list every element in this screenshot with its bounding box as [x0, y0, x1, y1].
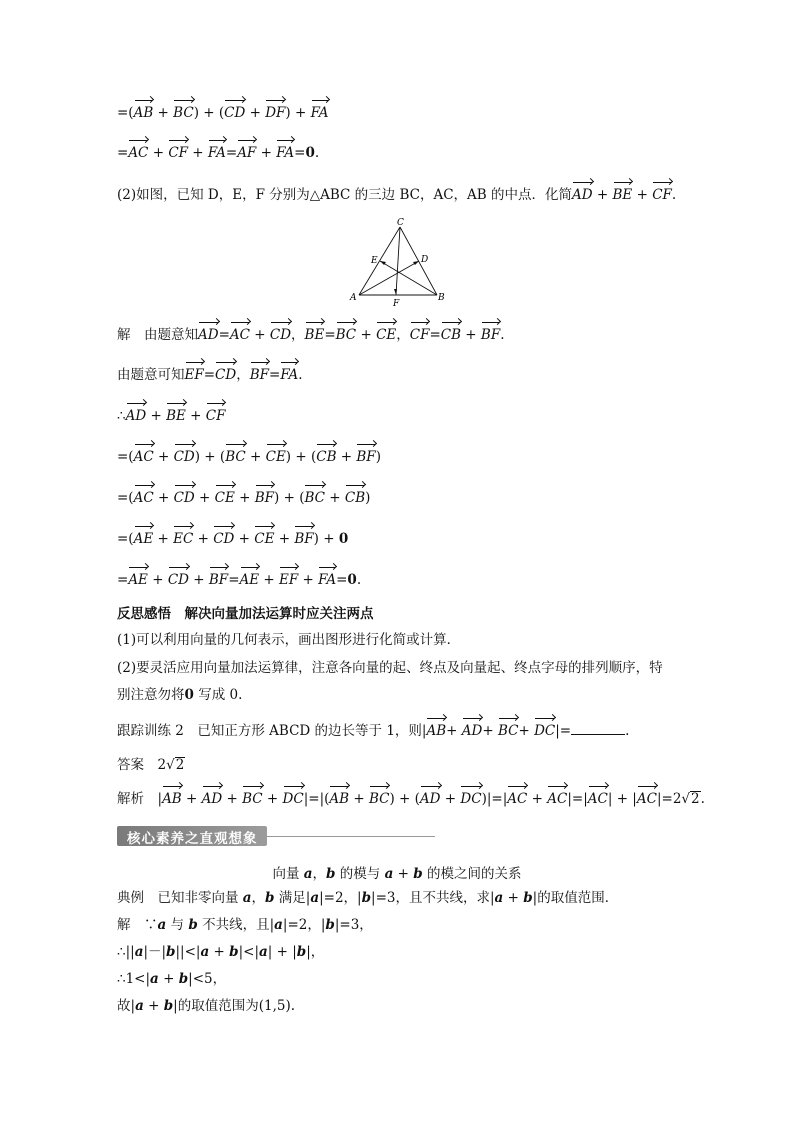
- answer-blank[interactable]: [571, 722, 625, 735]
- example-solution-3: ∴1<|a + b|<5，: [117, 971, 227, 987]
- label-b: B: [438, 293, 445, 303]
- label-c: C: [397, 218, 404, 228]
- label-f: F: [393, 299, 400, 309]
- banner-rule: [267, 836, 435, 837]
- section-banner: [117, 826, 435, 846]
- example-solution-4: 故|a + b|的取值范围为(1,5).: [117, 998, 296, 1014]
- label-e: E: [371, 256, 378, 266]
- solution-line-2: 由题意可知EF=CD，BF=FA.: [117, 367, 303, 383]
- equation-line-1: =(AB + BC) + (CD + DF) + FA: [117, 105, 329, 121]
- section-subtitle: 向量 a，b 的模与 a + b 的模之间的关系: [272, 866, 522, 882]
- banner-title: 核心素养之直观想象: [127, 831, 258, 847]
- equation-line-2: =AC + CF + FA=AF + FA=0.: [117, 145, 320, 161]
- exercise-2: 跟踪训练 2 已知正方形 ABCD 的边长等于 1，则|AB+ AD+ BC+ DC|= .: [117, 723, 630, 739]
- example-solution-2: ∴||a|－|b||<|a + b|<|a| + |b|，: [117, 944, 325, 960]
- median-cf: [396, 227, 400, 295]
- question-2: (2)如图，已知 D，E，F 分别为△ABC 的三边 BC，AC，AB 的中点．化简AD + BE + CF.: [117, 187, 677, 203]
- solution-line-1: 解 由题意知AD=AC + CD，BE=BC + CE，CF=CB + BF.: [117, 327, 505, 343]
- solution-line-7: =AE + CD + BF=AE + EF + FA=0.: [117, 572, 362, 588]
- solution-line-5: =(AC + CD + CE + BF) + (BC + CB): [117, 490, 371, 506]
- side-ca: [359, 227, 400, 295]
- solution-line-6: =(AE + EC + CD + CE + BF) + 0: [117, 531, 349, 547]
- label-a: A: [350, 293, 357, 303]
- reflection-title: 反思感悟 解决向量加法运算时应关注两点: [117, 606, 374, 622]
- solution-line-4: =(AC + CD) + (BC + CE) + (CB + BF): [117, 449, 381, 465]
- solution-line-3: ∴AD + BE + CF: [117, 408, 226, 424]
- reflection-point-2b: 别注意勿将0 写成 0.: [117, 687, 243, 703]
- answer-line: 答案 2√2: [117, 757, 185, 773]
- sqrt-symbol: √: [681, 791, 691, 807]
- label-d: D: [421, 255, 429, 265]
- sqrt-symbol: √: [166, 757, 175, 773]
- reflection-point-1: (1)可以利用向量的几何表示，画出图形进行化简或计算．: [117, 632, 461, 648]
- example-statement: 典例 已知非零向量 a，b 满足|a|=2，|b|=3，且不共线，求|a + b|的取值范围．: [117, 890, 619, 906]
- analysis-line: 解析 |AB + AD + BC + DC|=|(AB + BC) + (AD + DC)|=|AC + AC|=|AC| + |AC|=2√2.: [117, 791, 705, 807]
- triangle-figure: [340, 215, 460, 310]
- reflection-point-2a: (2)要灵活应用向量加法运算律，注意各向量的起、终点及向量起、终点字母的排列顺序，特: [117, 660, 663, 676]
- example-solution-1: 解 ∵a 与 b 不共线，且|a|=2，|b|=3，: [117, 917, 373, 933]
